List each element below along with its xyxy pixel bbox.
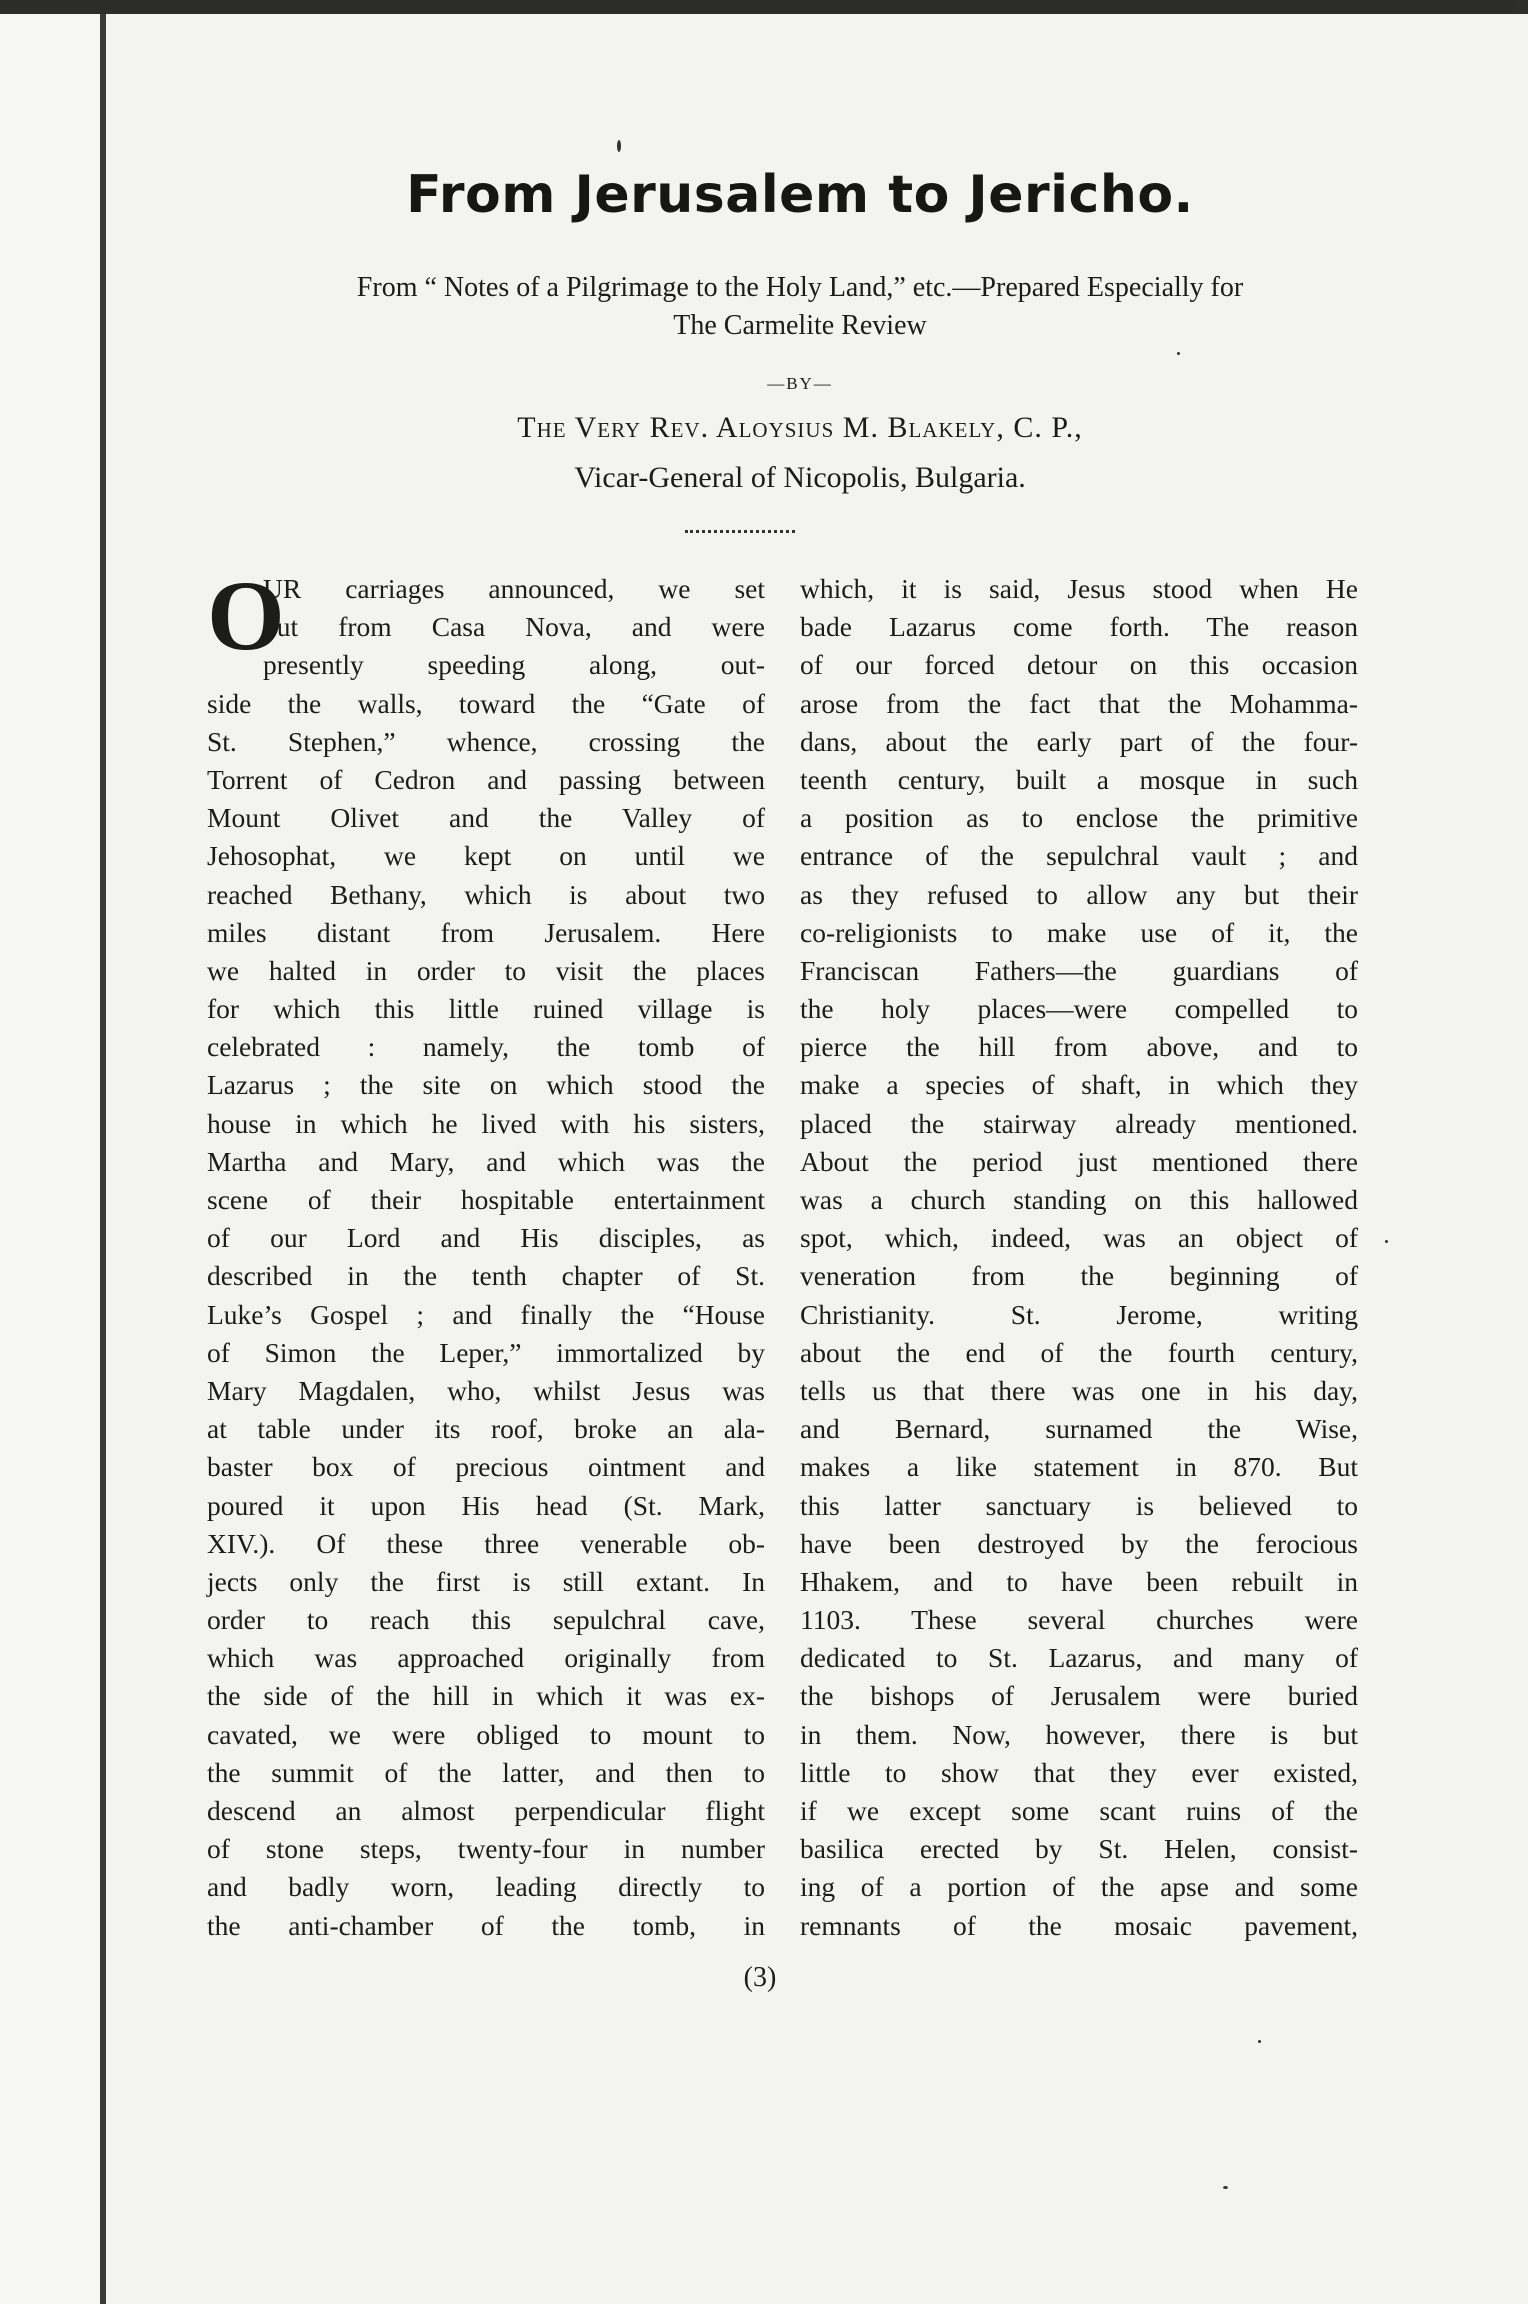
text-line: have been destroyed by the ferocious — [800, 1527, 1358, 1559]
text-line: the summit of the latter, and then to — [207, 1756, 765, 1788]
text-line: house in which he lived with his sisters, — [207, 1107, 765, 1139]
section-divider — [685, 530, 795, 533]
text-line: which, it is said, Jesus stood when He — [800, 573, 1358, 604]
ink-speck — [1385, 1240, 1388, 1243]
text-line: side the walls, toward the “Gate of — [207, 687, 765, 719]
text-line: Lazarus ; the site on which stood the — [207, 1069, 765, 1101]
scan-top-edge — [0, 0, 1528, 14]
text-line: remnants of the mosaic pavement, — [800, 1909, 1358, 1941]
text-line: descend an almost perpendicular flight — [207, 1795, 765, 1826]
text-line: baster box of precious ointment and — [207, 1451, 765, 1483]
text-line: in them. Now, however, there is but — [800, 1718, 1358, 1750]
text-line: the bishops of Jerusalem were buried — [800, 1680, 1358, 1712]
text-line: reached Bethany, which is about two — [207, 878, 765, 910]
publication-name: The Carmelite Review — [673, 310, 927, 341]
author-name: The Very Rev. Aloysius M. Blakely, C. P., — [517, 411, 1083, 444]
text-line: the anti-chamber of the tomb, in — [207, 1909, 765, 1941]
text-line: co-religionists to make use of it, the — [800, 916, 1358, 948]
text-line: for which this little ruined village is — [207, 993, 765, 1025]
byline-label: —BY— — [767, 374, 833, 393]
ink-speck — [1223, 2186, 1228, 2189]
text-line: basilica erected by St. Helen, consist- — [800, 1833, 1358, 1865]
text-line: miles distant from Jerusalem. Here — [207, 916, 765, 948]
ink-speck — [1177, 352, 1180, 355]
text-line: Christianity. St. Jerome, writing — [800, 1298, 1358, 1330]
text-line: described in the tenth chapter of St. — [207, 1260, 765, 1292]
text-line: entrance of the sepulchral vault ; and — [800, 840, 1358, 872]
article-subtitle: From “ Notes of a Pilgrimage to the Holy Land,” etc.—Prepared Especially for — [356, 272, 1244, 303]
text-line: this latter sanctuary is believed to — [800, 1489, 1358, 1521]
text-column-right — [800, 570, 1358, 1945]
text-line: Luke’s Gospel ; and finally the “House — [207, 1298, 765, 1330]
text-line: presently speeding along, out- — [263, 649, 765, 681]
text-line: Martha and Mary, and which was the — [207, 1145, 765, 1177]
text-line: celebrated : namely, the tomb of — [207, 1031, 765, 1063]
text-line: jects only the first is still extant. In — [207, 1565, 765, 1597]
page-number: (3) — [743, 1962, 777, 1993]
text-line: cavated, we were obliged to mount to — [207, 1718, 765, 1750]
text-line: of Simon the Leper,” immortalized by — [207, 1336, 765, 1368]
text-line: placed the stairway already mentioned. — [800, 1107, 1358, 1139]
text-line: Mary Magdalen, who, whilst Jesus was — [207, 1374, 765, 1406]
text-line: a position as to enclose the primitive — [800, 802, 1358, 834]
text-line: Franciscan Fathers—the guardians of — [800, 954, 1358, 986]
text-line: was a church standing on this hallowed — [800, 1184, 1358, 1215]
text-line: which was approached originally from — [207, 1642, 765, 1674]
text-line: Mount Olivet and the Valley of — [207, 802, 765, 834]
text-line: UR carriages announced, we set — [263, 573, 765, 604]
text-line: make a species of shaft, in which they — [800, 1069, 1358, 1101]
text-line: if we except some scant ruins of the — [800, 1795, 1358, 1826]
text-line: teenth century, built a mosque in such — [800, 763, 1358, 795]
text-line: scene of their hospitable entertainment — [207, 1184, 765, 1215]
author-position: Vicar-General of Nicopolis, Bulgaria. — [574, 461, 1026, 494]
text-line: of our Lord and His disciples, as — [207, 1222, 765, 1254]
text-line: of our forced detour on this occasion — [800, 649, 1358, 681]
text-line: the side of the hill in which it was ex- — [207, 1680, 765, 1712]
text-line: out from Casa Nova, and were — [263, 611, 765, 643]
text-line: of stone steps, twenty-four in number — [207, 1833, 765, 1865]
text-line: dedicated to St. Lazarus, and many of — [800, 1642, 1358, 1674]
text-line: XIV.). Of these three venerable ob- — [207, 1527, 765, 1559]
text-line: dans, about the early part of the four- — [800, 725, 1358, 757]
text-line: veneration from the beginning of — [800, 1260, 1358, 1292]
text-line: About the period just mentioned there — [800, 1145, 1358, 1177]
text-line: pierce the hill from above, and to — [800, 1031, 1358, 1063]
text-line: Jehosophat, we kept on until we — [207, 840, 765, 872]
text-line: arose from the fact that the Mohamma- — [800, 687, 1358, 719]
ink-speck — [617, 140, 621, 152]
text-line: poured it upon His head (St. Mark, — [207, 1489, 765, 1521]
text-line: ing of a portion of the apse and some — [800, 1871, 1358, 1903]
text-line: 1103. These several churches were — [800, 1604, 1358, 1636]
text-line: we halted in order to visit the places — [207, 954, 765, 986]
text-line: the holy places—were compelled to — [800, 993, 1358, 1025]
text-line: makes a like statement in 870. But — [800, 1451, 1358, 1483]
text-line: bade Lazarus come forth. The reason — [800, 611, 1358, 643]
text-line: Torrent of Cedron and passing between — [207, 763, 765, 795]
text-line: spot, which, indeed, was an object of — [800, 1222, 1358, 1254]
text-line: and Bernard, surnamed the Wise, — [800, 1413, 1358, 1445]
text-line: about the end of the fourth century, — [800, 1336, 1358, 1368]
scan-gutter — [0, 14, 106, 2304]
text-line: and badly worn, leading directly to — [207, 1871, 765, 1903]
ink-speck — [1258, 2040, 1261, 2043]
text-line: tells us that there was one in his day, — [800, 1374, 1358, 1406]
drop-cap: O — [207, 560, 285, 671]
text-line: at table under its roof, broke an ala- — [207, 1413, 765, 1445]
text-line: order to reach this sepulchral cave, — [207, 1604, 765, 1636]
text-line: St. Stephen,” whence, crossing the — [207, 725, 765, 757]
text-line: Hhakem, and to have been rebuilt in — [800, 1565, 1358, 1597]
text-column-left — [207, 560, 765, 1945]
text-line: as they refused to allow any but their — [800, 878, 1358, 910]
text-line: little to show that they ever existed, — [800, 1756, 1358, 1788]
article-title: From Jerusalem to Jericho. — [406, 165, 1194, 225]
